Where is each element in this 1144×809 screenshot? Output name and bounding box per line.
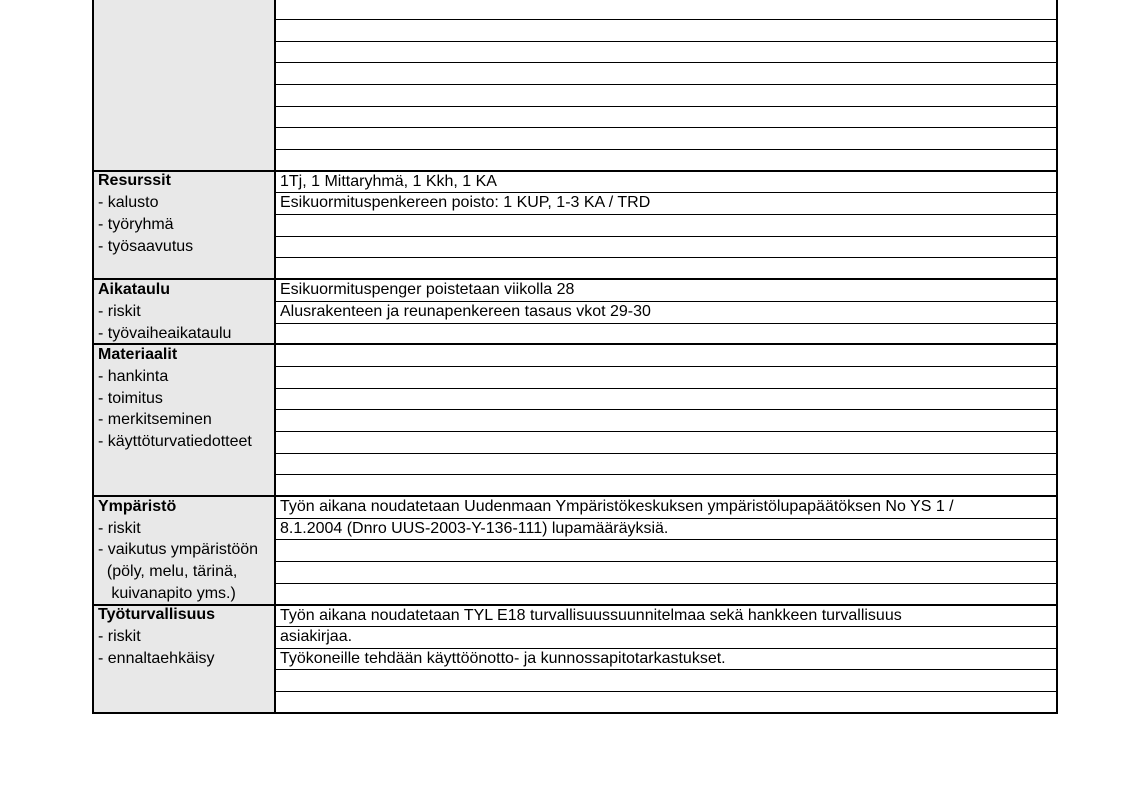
section-item: - kalusto	[98, 194, 159, 211]
section-divider	[92, 278, 1058, 280]
section-title-materiaalit: Materiaalit	[98, 346, 178, 363]
content-line: 1Tj, 1 Mittaryhmä, 1 Kkh, 1 KA	[280, 173, 497, 190]
section-title-ymparisto: Ympäristö	[98, 498, 177, 515]
section-item: - toimitus	[98, 390, 163, 407]
section-item: - riskit	[98, 628, 141, 645]
section-title-aikataulu: Aikataulu	[98, 281, 171, 298]
section-item: - työvaiheaikataulu	[98, 325, 232, 342]
section-item: - ennaltaehkäisy	[98, 650, 215, 667]
section-item: - käyttöturvatiedotteet	[98, 433, 252, 450]
section-title-resurssit: Resurssit	[98, 172, 171, 189]
content-line: Esikuormituspenkereen poisto: 1 KUP, 1-3 KA / TRD	[280, 194, 651, 211]
content-column	[276, 0, 1058, 714]
section-divider	[92, 604, 1058, 606]
content-line: Työn aikana noudatetaan Uudenmaan Ympäristökeskuksen ympäristölupapäätöksen No YS 1 /	[280, 498, 954, 515]
section-divider	[92, 343, 1058, 345]
section-item: - vaikutus ympäristöön	[98, 541, 259, 558]
section-item: (pöly, melu, tärinä,	[98, 563, 238, 580]
section-divider	[92, 170, 1058, 172]
section-item: - työsaavutus	[98, 238, 194, 255]
section-item: - riskit	[98, 520, 141, 537]
label-column	[92, 0, 276, 714]
section-title-tyoturvallisuus: Työturvallisuus	[98, 606, 216, 623]
section-item: - hankinta	[98, 368, 169, 385]
section-item: - riskit	[98, 303, 141, 320]
content-line: Työn aikana noudatetaan TYL E18 turvallisuussuunnitelmaa sekä hankkeen turvallisuus	[280, 607, 902, 624]
content-line: asiakirjaa.	[280, 628, 353, 645]
section-item: - merkitseminen	[98, 411, 212, 428]
content-line: Työkoneille tehdään käyttöönotto- ja kunnossapitotarkastukset.	[280, 650, 726, 667]
table-bottom-border	[92, 712, 1058, 714]
section-item: - työryhmä	[98, 216, 174, 233]
section-item: kuivanapito yms.)	[98, 585, 236, 602]
worksheet-table	[92, 0, 1058, 714]
content-line: Esikuormituspenger poistetaan viikolla 28	[280, 281, 575, 298]
content-line: 8.1.2004 (Dnro UUS-2003-Y-136-111) lupamääräyksiä.	[280, 520, 669, 537]
section-divider	[92, 495, 1058, 497]
content-line: Alusrakenteen ja reunapenkereen tasaus vkot 29-30	[280, 303, 651, 320]
